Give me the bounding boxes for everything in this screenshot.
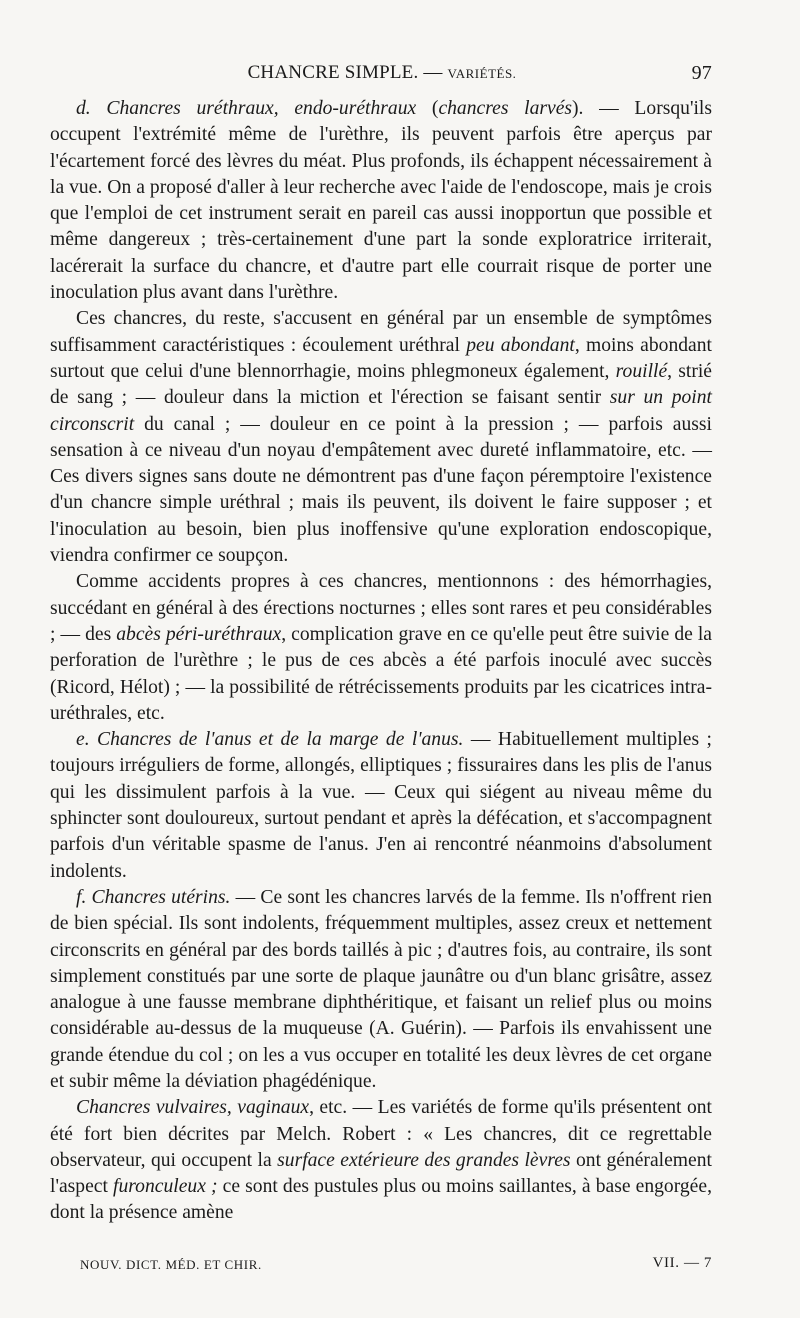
- italic-text: e. Chancres de l'anus et de la marge de l'anus.: [76, 729, 464, 751]
- text-run: du canal ; — douleur en ce point à la pression ; — parfois aussi sensation à ce niveau d'un noyau d'empâtement avec dureté inflammatoire, etc. — Ces divers signes sans doute ne démontrent pas d'une façon péremptoire l'existence d'un chancre simple uréthral ; mais ils peuvent, ils doivent le faire supposer ; et l'inoculation au besoin, bien plus inoffensive qu'une exploration endoscopique, viendra confirmer ce soupçon.: [50, 413, 712, 567]
- header-dash: —: [423, 62, 443, 83]
- footer-signature: NOUV. DICT. MÉD. ET CHIR.: [80, 1257, 262, 1272]
- italic-text: surface extérieure des grandes lèvres: [277, 1149, 571, 1171]
- text-run: — Ce sont les chancres larvés de la femme. Ils n'offrent rien de bien spécial. Ils sont indolents, fréquemment multiples, assez creux et nettement circonscrits en général par des bords taillés à pic ; d'autres fois, au contraire, ils sont simplement constitués par une sorte de plaque jaunâtre ou d'un blanc grisâtre, assez analogue à une fausse membrane diphthéritique, et faisant un relief plus ou moins considérable au-dessus de la muqueuse (A. Guérin). — Parfois ils envahissent une grande étendue du col ; on les a vus occuper en totalité les deux lèvres de cet organe et subir même la déviation phagédénique.: [50, 886, 713, 1092]
- italic-text: d. Chancres uréthraux, endo-uréthraux: [76, 98, 417, 119]
- italic-text: furonculeux ;: [113, 1176, 218, 1198]
- header-title: CHANCRE SIMPLE.: [247, 62, 419, 83]
- paragraph-urethral-symptoms: [50, 306, 712, 569]
- italic-text: abcès péri-uréthraux: [116, 623, 282, 645]
- text-run: Comme accidents propres à ces chancres, mentionnons : des hémorrhagies, succédant en général à des érections nocturnes ; elles sont rares et peu considérables ; — des: [50, 571, 712, 645]
- italic-text: chancres larvés: [438, 98, 573, 119]
- paragraph-uterine-chancres: [50, 885, 712, 1095]
- page-body: [50, 96, 712, 1227]
- italic-text: sur un point circonscrit: [50, 387, 712, 435]
- italic-text: f. Chancres utérins.: [76, 886, 231, 908]
- italic-text: rouillé: [615, 360, 668, 382]
- page-footer: [80, 1255, 712, 1277]
- text-run: ). — Lorsqu'ils occupent l'extrémité même de l'urèthre, ils peuvent parfois être aperçus par l'écartement forcé des lèvres du méat. Plus profonds, ils échappent nécessairement à la vue. On a proposé d'aller à leur recherche avec l'aide de l'endoscope, mais je crois que l'emploi de cet instrument serait en pareil cas aussi inopportun que possible et même dangereux ; très-certainement d'une part la sonde exploratrice irriterait, lacérerait la surface du chancre, et d'autre part elle courrait risque de porter une inoculation plus avant dans l'urèthre.: [50, 98, 712, 304]
- text-run: ont généralement l'aspect: [50, 1149, 712, 1198]
- text-run: Ces chancres, du reste, s'accusent en général par un ensemble de symptômes suffisamment caractéristiques : écoulement uréthral: [50, 308, 712, 356]
- italic-text: peu abondant: [466, 334, 575, 356]
- text-run: ce sont des pustules plus ou moins saillantes, à base engorgée, dont la présence amène: [50, 1176, 712, 1224]
- text-run: (: [416, 98, 439, 119]
- text-run: — Habituellement multiples ; toujours irréguliers de forme, allongés, elliptiques ; fissuraires dans les plis de l'anus qui les dissimulent parfois à la vue. — Ceux qui siégent au niveau même du sphincter sont douloureux, surtout pendant et après la défécation, et s'accompagnent parfois d'un véritable spasme de l'anus. J'en ai rencontré néanmoins d'absolument indolents.: [50, 729, 712, 882]
- footer-volume: VII. — 7: [652, 1255, 712, 1271]
- header-subtitle: VARIÉTÉS.: [447, 66, 517, 81]
- paragraph-vulvar-chancres: [50, 1095, 712, 1226]
- running-header: [52, 60, 712, 90]
- text-run: , complication grave en ce qu'elle peut être suivie de la perforation de l'urèthre ; le pus de ces abcès a été parfois inoculé avec succès (Ricord, Hélot) ; — la possibilité de rétrécissements produits par les cicatrices intra-uréthrales, etc.: [50, 623, 712, 724]
- text-run: , strié de sang ; — douleur dans la miction et l'érection se faisant sentir: [50, 360, 712, 409]
- italic-text: Chancres vulvaires, vaginaux: [76, 1097, 310, 1119]
- text-run: , moins abondant surtout que celui d'une blennorrhagie, moins phlegmoneux également,: [50, 334, 712, 382]
- paragraph-anal-chancres: [50, 727, 712, 885]
- paragraph-urethral-accidents: [50, 569, 712, 727]
- page-number: 97: [691, 62, 712, 84]
- paragraph-urethral-chancres: [50, 96, 712, 306]
- header-title-line: [52, 62, 712, 84]
- text-run: , etc. — Les variétés de forme qu'ils présentent ont été fort bien décrites par Melch. Robert : « Les chancres, dit ce regrettable observateur, qui occupent la: [50, 1097, 712, 1171]
